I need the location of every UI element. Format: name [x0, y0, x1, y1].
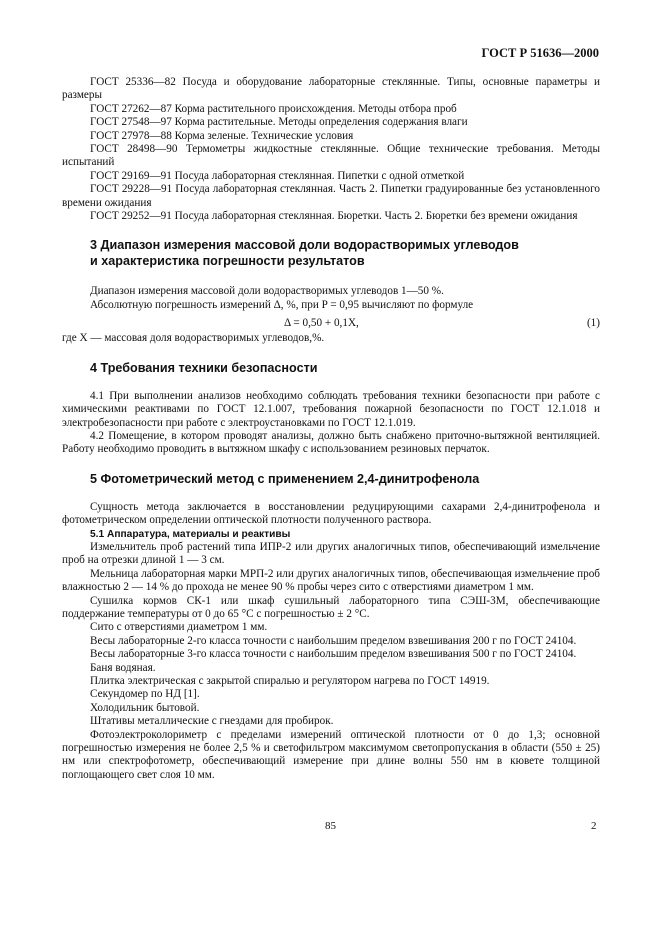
- equipment-item: Секундомер по НД [1].: [90, 688, 200, 701]
- page-number: 85: [325, 820, 336, 832]
- document-body: [62, 76, 600, 782]
- equipment-item: Штативы металлические с гнездами для пробирок.: [90, 715, 334, 728]
- section-3-range: Диапазон измерения массовой доли водорастворимых углеводов 1—50 %.: [90, 285, 444, 298]
- section-4-1: 4.1 При выполнении анализов необходимо соблюдать требования техники безопасности при работе с химическими реактивами по ГОСТ 12.1.007, требования пожарной безопасности по ГОСТ 12.1.018 и электробезопасности при работе с электроустановками по ГОСТ 12.1.019.: [62, 389, 600, 429]
- equipment-item: Мельница лабораторная марки МРП-2 или других аналогичных типов, обеспечивающая измельчение проб влажностью 2 — 14 % до прохода не менее 90 % пробы через сито с отверстиями диаметром 1 мм.: [62, 567, 600, 594]
- equipment-item: Холодильник бытовой.: [90, 701, 200, 714]
- equipment-item: Весы лабораторные 3-го класса точности с наибольшим пределом взвешивания 500 г по ГОСТ 24104.: [90, 648, 577, 661]
- document-code: ГОСТ Р 51636—2000: [481, 46, 599, 60]
- equipment-item: Фотоэлектроколориметр с пределами измерений оптической плотности от 0 до 1,3; основной погрешностью измерения не более 2,5 % и светофильтром максимумом светопропускания в области (550 ± 25) нм или спектрофотометр, обеспечивающий измерение при длине волны 550 нм в кювете толщиной поглощающего свет слоя 10 мм.: [62, 728, 600, 781]
- formula-expression: Δ = 0,50 + 0,1X,: [284, 317, 359, 330]
- sheet-number: 2: [591, 820, 597, 832]
- section-3-heading: [62, 237, 600, 269]
- reference-item: ГОСТ 27978—88 Корма зеленые. Технические условия: [90, 129, 354, 142]
- equipment-item: Баня водяная.: [90, 661, 156, 674]
- formula-1: [62, 315, 600, 331]
- section-4-heading: 4 Требования техники безопасности: [90, 360, 318, 375]
- equipment-item: Сито с отверстиями диаметром 1 мм.: [90, 621, 268, 634]
- equipment-item: Измельчитель проб растений типа ИПР-2 или других аналогичных типов, обеспечивающий измельчение проб на отрезки длиной 1 — 3 см.: [62, 540, 600, 567]
- section-5-intro: Сущность метода заключается в восстановлении редуцирующими сахарами 2,4-динитрофенола и фотометрическом определении оптической плотности полученного раствора.: [62, 500, 600, 527]
- equipment-list: [62, 541, 600, 782]
- reference-item: ГОСТ 27548—97 Корма растительные. Методы определения содержания влаги: [90, 116, 468, 129]
- section-3-title-line1: 3 Диапазон измерения массовой доли водорастворимых углеводов: [90, 238, 519, 253]
- reference-item: ГОСТ 29169—91 Посуда лабораторная стеклянная. Пипетки с одной отметкой: [90, 169, 465, 182]
- section-3-title-line2: и характеристика погрешности результатов: [90, 254, 365, 269]
- section-3-error-intro: Абсолютную погрешность измерений Δ, %, при P = 0,95 вычисляют по формуле: [90, 298, 474, 311]
- reference-item: ГОСТ 27262—87 Корма растительного происхождения. Методы отбора проб: [90, 102, 457, 115]
- reference-item: ГОСТ 25336—82 Посуда и оборудование лабораторные стеклянные. Типы, основные параметры и размеры: [62, 76, 600, 102]
- reference-item: ГОСТ 29228—91 Посуда лабораторная стеклянная. Часть 2. Пипетки градуированные без установленного времени ожидания: [62, 183, 600, 209]
- formula-number: (1): [586, 317, 600, 330]
- section-5-heading: 5 Фотометрический метод с применением 2,4-динитрофенола: [90, 471, 480, 486]
- equipment-item: Сушилка кормов СК-1 или шкаф сушильный лабораторного типа СЭШ-3М, обеспечивающие поддержание температуры от 0 до 65 °С с погрешностью ± 2 °С.: [62, 594, 600, 620]
- subsection-5-1-heading: 5.1 Аппаратура, материалы и реактивы: [90, 528, 291, 540]
- formula-where: где X — массовая доля водорастворимых углеводов,%.: [62, 332, 325, 345]
- reference-item: ГОСТ 29252—91 Посуда лабораторная стеклянная. Бюретки. Часть 2. Бюретки без времени ожидания: [90, 210, 578, 223]
- equipment-item: Плитка электрическая с закрытой спиралью и регулятором нагрева по ГОСТ 14919.: [90, 675, 490, 687]
- reference-item: ГОСТ 28498—90 Термометры жидкостные стеклянные. Общие технические требования. Методы испытаний: [62, 143, 600, 169]
- references-list: [62, 76, 600, 223]
- section-4-2: 4.2 Помещение, в котором проводят анализы, должно быть снабжено приточно-вытяжной вентиляцией. Работу необходимо проводить в вытяжном шкафу с использованием резиновых перчаток.: [62, 429, 600, 456]
- equipment-item: Весы лабораторные 2-го класса точности с наибольшим пределом взвешивания 200 г по ГОСТ 24104.: [90, 634, 577, 647]
